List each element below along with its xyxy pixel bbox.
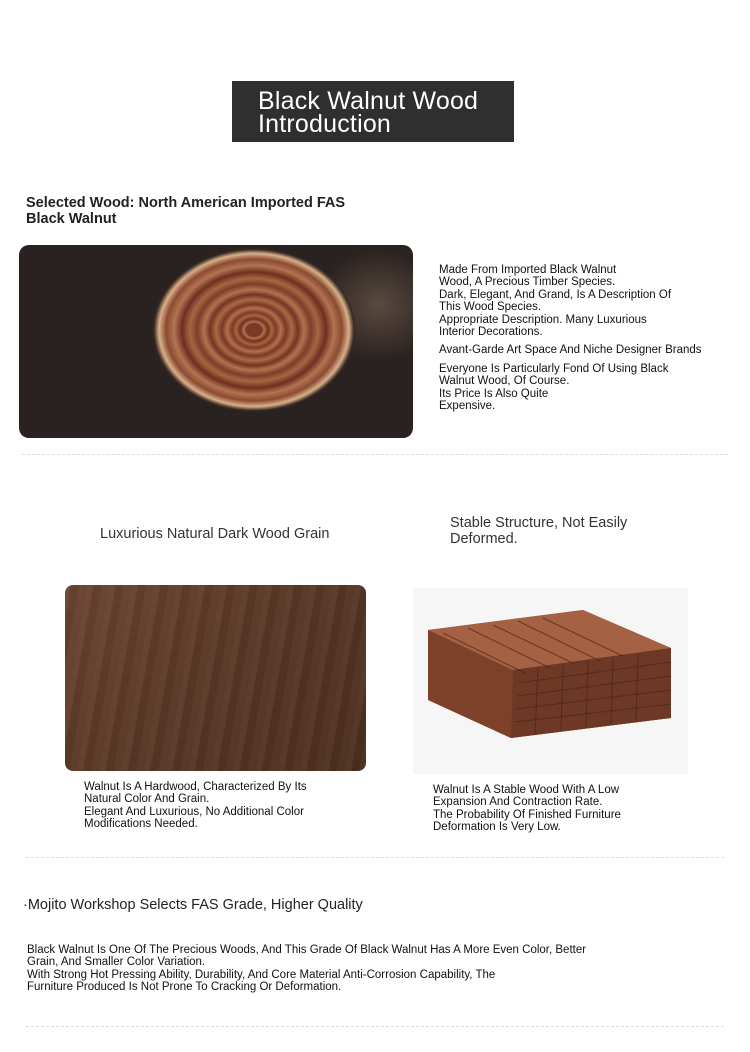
text-line: This Wood Species. xyxy=(439,301,542,314)
divider xyxy=(26,1026,724,1027)
text-line: Expansion And Contraction Rate. xyxy=(433,796,603,809)
text-line: Walnut Wood, Of Course. xyxy=(439,375,570,388)
text-line: Interior Decorations. xyxy=(439,326,543,339)
section1-heading xyxy=(26,195,386,227)
text-line: Wood, A Precious Timber Species. xyxy=(439,276,616,289)
text-line: Dark, Elegant, And Grand, Is A Description Of xyxy=(439,288,672,301)
text-line: Elegant And Luxurious, No Additional Color xyxy=(84,805,304,818)
walnut-lumber-stack-image xyxy=(413,588,688,774)
text-line: Deformation Is Very Low. xyxy=(433,821,561,834)
text-line: Furniture Produced Is Not Prone To Cracking Or Deformation. xyxy=(27,981,342,994)
section1-paragraph-1 xyxy=(439,264,729,338)
text-line: Everyone Is Particularly Fond Of Using Black xyxy=(439,363,669,375)
divider xyxy=(26,857,724,858)
section2-right-caption xyxy=(433,784,723,834)
text-line: Natural Color And Grain. xyxy=(84,793,210,806)
heading-line: Deformed. xyxy=(450,531,518,547)
title-line-1: Black Walnut Wood xyxy=(258,87,479,115)
text-line: Black Walnut Is One Of The Precious Woods, And This Grade Of Black Walnut Has A More Even Color, Better xyxy=(27,944,587,956)
text-line: Walnut Is A Stable Wood With A Low xyxy=(433,784,620,796)
section3-heading: ·Mojito Workshop Selects FAS Grade, Higher Quality xyxy=(23,897,363,913)
title-banner xyxy=(232,81,514,142)
section3-body xyxy=(27,944,727,994)
walnut-wood-panel-image xyxy=(65,585,366,771)
title-line-2: Introduction xyxy=(258,110,392,138)
text-line: Walnut Is A Hardwood, Characterized By Its xyxy=(84,781,307,793)
text-line: Its Price Is Also Quite xyxy=(439,387,549,400)
text-line: Appropriate Description. Many Luxurious xyxy=(439,313,647,326)
section2-right-heading xyxy=(450,515,680,547)
section1-paragraph-2 xyxy=(439,344,739,356)
section1-heading-line-1: Selected Wood: North American Imported FAS xyxy=(26,195,346,211)
text-line: Grain, And Smaller Color Variation. xyxy=(27,956,206,969)
text-line: Modifications Needed. xyxy=(84,818,198,831)
section2-left-heading: Luxurious Natural Dark Wood Grain xyxy=(100,526,330,542)
divider xyxy=(22,454,728,455)
text-line: The Probability Of Finished Furniture xyxy=(433,808,621,821)
text-line: Avant-Garde Art Space And Niche Designer Brands xyxy=(439,344,702,356)
section2-left-caption xyxy=(84,781,374,831)
text-line: With Strong Hot Pressing Ability, Durability, And Core Material Anti-Corrosion Capability, The xyxy=(27,968,496,981)
lumber-stack-illustration xyxy=(413,588,688,774)
text-line: Made From Imported Black Walnut xyxy=(439,264,617,276)
section1-heading-line-2: Black Walnut xyxy=(26,211,117,227)
section1-paragraph-3 xyxy=(439,363,729,413)
heading-line: Stable Structure, Not Easily xyxy=(450,515,628,531)
walnut-log-cross-section-image xyxy=(19,245,413,438)
text-line: Expensive. xyxy=(439,400,496,413)
